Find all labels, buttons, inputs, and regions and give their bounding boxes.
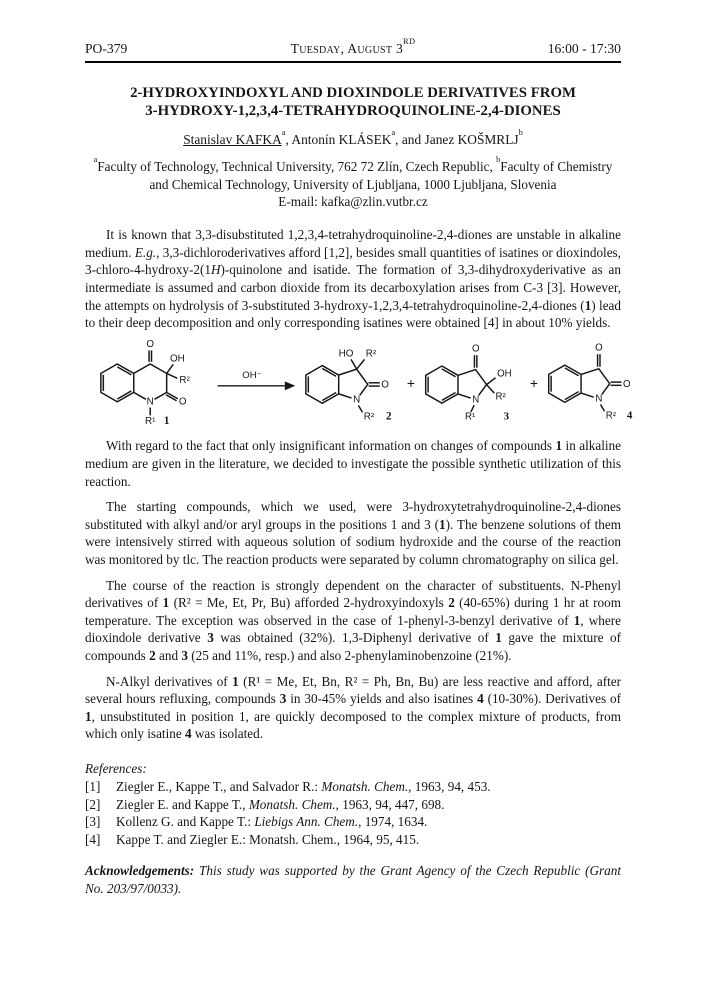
reference-number: [4] bbox=[85, 832, 101, 848]
c4-r2-label: R² bbox=[605, 410, 616, 422]
c1-ketone-oxygen-label: O bbox=[146, 338, 155, 350]
reference-number: [1] bbox=[85, 778, 101, 794]
paragraph-4: The course of the reaction is strongly dependent on the character of substituents. N-Phenyl derivatives of 1 (R² = Me, Et, Pr, Bu) afforded 2-hydroxyindoxyls 2 (40-65%) during 1 hr at room temperature. The exception was observed in the case of 1-phenyl-3-benzyl derivative of 1, where dioxindole derivative 3 was obtained (32%). 1,3-Diphenyl derivative of 1 gave the mixture of compounds 2 and 3 (25 and 11%, resp.) and also 2-phenylaminobenzoine (21%). bbox=[85, 577, 621, 663]
c1-r2-label: R² bbox=[179, 374, 190, 386]
references-section bbox=[85, 760, 621, 849]
header-divider bbox=[85, 61, 621, 63]
c1-nitrogen-label: N bbox=[146, 396, 154, 408]
authors-line: Stanislav KAFKA$^a$, Antonín KLÁSEK$^a$, and Janez KOŠMRLJ$^b$ bbox=[183, 128, 523, 148]
compound-3-structure bbox=[416, 337, 529, 429]
session-date: Tuesday, August 3RD bbox=[290, 35, 416, 56]
plus-sign-2: + bbox=[529, 374, 539, 391]
c2-hydroxyl-label: HO bbox=[338, 348, 354, 360]
reference-text: Ziegler E. and Kappe T., Monatsh. Chem., 1963, 94, 447, 698. bbox=[116, 796, 445, 812]
paragraph-3: The starting compounds, which we used, were 3-hydroxytetrahydroquinoline-2,4-diones substituted with alkyl and/or aryl groups in the positions 1 and 3 (1). The benzene solutions of them were intensively stirred with aqueous solution of sodium hydroxide and the course of the reaction was monitored by tlc. The reaction products were separated by column chromatography on silica gel. bbox=[85, 499, 622, 568]
c1-lactam-oxygen-label: O bbox=[178, 395, 187, 407]
c1-hydroxyl-label: OH bbox=[169, 353, 185, 365]
compound-2-structure bbox=[296, 336, 406, 430]
references-heading: References: bbox=[85, 760, 147, 776]
reference-text: Ziegler E., Kappe T., and Salvador R.: Monatsh. Chem., 1963, 94, 453. bbox=[116, 778, 491, 794]
reaction-arrow bbox=[216, 337, 296, 428]
c3-r2-label: R² bbox=[495, 391, 506, 403]
plus-sign-1: + bbox=[406, 374, 416, 391]
reaction-scheme bbox=[91, 336, 656, 430]
c3-ketone-oxygen-label: O bbox=[471, 343, 480, 355]
c2-n-r2-label: R² bbox=[363, 411, 375, 423]
c2-r2-top-label: R² bbox=[365, 348, 377, 360]
poster-code: PO-379 bbox=[85, 41, 128, 56]
reference-number: [2] bbox=[85, 796, 101, 812]
compound-3-number: 3 bbox=[503, 409, 510, 422]
page-content bbox=[85, 0, 633, 897]
c4-lactam-oxygen-label: O bbox=[622, 379, 631, 391]
compound-1-number: 1 bbox=[163, 414, 170, 427]
reference-number: [3] bbox=[85, 814, 101, 830]
c1-r1-label: R¹ bbox=[145, 415, 156, 427]
acknowledgements: Acknowledgements: This study was supported by the Grant Agency of the Czech Republic (Grant No. 203/97/0033). bbox=[85, 862, 621, 896]
c4-nitrogen-label: N bbox=[595, 393, 603, 405]
c2-oxygen-label: O bbox=[381, 379, 389, 391]
reference-item-4 bbox=[85, 831, 621, 849]
reference-item-1 bbox=[85, 778, 621, 796]
reference-item-2 bbox=[85, 796, 621, 814]
page-header bbox=[85, 35, 621, 57]
hydroxide-reagent-label: OH⁻ bbox=[242, 369, 262, 381]
affiliations: $^a$Faculty of Technology, Technical University, 762 72 Zlín, Czech Republic, $^b$Faculty of Chemistry and Chemical Technology, University of Ljubljana, 1000 Ljubljana, Slovenia bbox=[93, 155, 613, 192]
session-time: 16:00 - 17:30 bbox=[547, 41, 621, 56]
compound-1-structure bbox=[91, 336, 216, 430]
compound-4-number: 4 bbox=[626, 409, 633, 422]
paragraph-5: N-Alkyl derivatives of 1 (R¹ = Me, Et, Bn, R² = Ph, Bn, Bu) are less reactive and afford, after several hours refluxing, compounds 3 in 30-45% yields and also isatines 4 (10-30%). Derivatives of 1, unsubstituted in position 1, are quickly decomposed to the complex mixture of products, from which only isatine 4 was isolated. bbox=[85, 673, 621, 742]
compound-2-number: 2 bbox=[385, 410, 392, 423]
paragraph-2: With regard to the fact that only insignificant information on changes of compounds 1 in alkaline medium are given in the literature, we decided to investigate the possible synthetic utilization of this reaction. bbox=[85, 438, 621, 489]
email-line: E-mail: kafka@zlin.vutbr.cz bbox=[278, 194, 428, 210]
paper-title bbox=[85, 84, 621, 120]
c2-nitrogen-label: N bbox=[353, 394, 361, 406]
reference-text: Kollenz G. and Kappe T.: Liebigs Ann. Chem., 1974, 1634. bbox=[116, 814, 428, 830]
c4-ketone-oxygen-label: O bbox=[595, 343, 603, 355]
reference-text: Kappe T. and Ziegler E.: Monatsh. Chem., 1964, 95, 415. bbox=[116, 832, 420, 848]
date-ordinal-suffix: RD bbox=[403, 35, 416, 46]
arrowhead-icon bbox=[285, 381, 295, 390]
compound-4-structure bbox=[539, 336, 649, 428]
c3-nitrogen-label: N bbox=[472, 393, 480, 405]
title-line-2: 3-HYDROXY-1,2,3,4-TETRAHYDROQUINOLINE-2,4-DIONES bbox=[145, 103, 561, 120]
c3-r1-label: R¹ bbox=[464, 410, 476, 422]
reference-item-3 bbox=[85, 813, 621, 831]
c3-hydroxyl-label: OH bbox=[497, 368, 512, 380]
title-line-1: 2-HYDROXYINDOXYL AND DIOXINDOLE DERIVATIVES FROM bbox=[130, 85, 576, 101]
paragraph-1: It is known that 3,3-disubstituted 1,2,3,4-tetrahydroquinoline-2,4-diones are unstable in alkaline medium. E.g., 3,3-dichloroderivatives afford [1,2], besides small quantities of isatines or dioxindoles, 3-chloro-4-hydroxy-2(1H)-quinolone and isatide. The formation of 3,3-dihydroxyderivative as an intermediate is assumed and carbon dioxide from its decarboxylation arises from C-3 [3]. However, the attempts on hydrolysis of 3-substituted 3-hydroxy-1,2,3,4-tetrahydroquinoline-2,4-diones (1) lead to their deep decomposition and only corresponding isatines were obtained [4] in about 10% yields. bbox=[85, 227, 622, 331]
